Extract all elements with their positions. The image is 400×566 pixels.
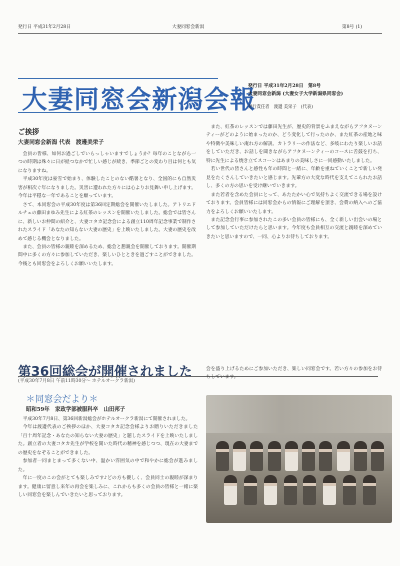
person-figure <box>285 441 298 471</box>
section-paragraph: 今年は渡邊代表のご挨拶のほか、大妻コタカ記念会様よりお贈りいただきました「百十周年記念・あなたの知らない大妻の歴史」と題したスライドを上映いたしました。創立者の大妻コタカ先生が学校を開いた時代の精神を感じつつ、現在の大妻までの歴史をなぞることができました。 <box>18 425 198 456</box>
publisher-block <box>248 83 388 112</box>
person-figure <box>268 441 281 471</box>
section-paragraph: 平成30年7月8日、第36回新潟総会がホテルオークラ新潟にて開催されました。 <box>22 417 191 422</box>
header-divider <box>18 33 382 34</box>
issue-number: 第8号 (1) <box>342 25 363 30</box>
section-paragraph: 年に一度のこの会がとても楽しみです♪どの方も優しく、会員同士の親睦が深まります。健康に留意し来年の再会を楽しみに、これからも多くの会員の皆様と一緒に楽しい同窓会を楽しんでいきたいと思っております。 <box>18 476 198 499</box>
member-byline: 昭和59年 家政学部被服科卒 山田邦子 <box>26 407 126 413</box>
person-figure <box>319 441 332 471</box>
person-figure <box>302 441 315 471</box>
right-paragraph: また記念会行事に参加されたこの多い会員の皆様にも、全く新しい出会いの場として参加していただけたらと思います。今年度も会員相互の交流と親睦を深めていきたいと思いますので、一同、心よりお待ちしております。 <box>206 217 382 240</box>
person-figure <box>250 441 263 471</box>
greeting-paragraph: また、会員の皆様の親睦を深めるため、総会と懇親会を開催しております。開催期間中に多くの方々に参加していただき、楽しいひとときを過ごすことができました。今後とも同窓会をよろしくお願いいたします。 <box>18 244 196 267</box>
greeting-body <box>18 151 196 353</box>
greeting-author: 大妻同窓会新潟 代表 渡邊美栄子 <box>18 140 104 146</box>
person-figure <box>303 475 316 505</box>
person-figure <box>233 441 246 471</box>
greeting-paragraph: 平成30年度は豪雪で始まり、体験したことのない酷暑となり、全国的にも自然災害が相次ぐ年になりました。災害に遭われた方々には心よりお見舞い申し上げます。今年は平穏な一年であることを願っています。 <box>18 177 196 200</box>
masthead-title: 大妻同窓会新潟会報 <box>22 85 257 114</box>
person-figure <box>371 441 384 471</box>
masthead-rule-bottom <box>18 112 218 113</box>
section-paragraph: 参加者一同まとまって多くない中、温かい雰囲気の中で和やかに総会が進みました。 <box>18 459 198 473</box>
right-column-body <box>206 124 382 354</box>
section-title: 第36回総会が開催されました <box>18 365 193 380</box>
person-figure <box>343 475 356 505</box>
paper-name: 大妻同窓会新潟 <box>172 25 205 30</box>
publisher-line-2: 大妻同窓会新潟 (大妻女子大学新潟県同窓会) <box>248 91 344 97</box>
issue-date: 発行日 平成31年2月28日 <box>18 25 71 30</box>
photo-caption: 会を盛り上げるためにご参加いただき、楽しい同窓会です。若い方々の参加をお待ちしています。 <box>206 367 382 381</box>
publisher-line-1: 発行日 平成31年2月28日 第8号 <box>248 84 321 89</box>
publisher-line-3: 発行責任者 渡邊 美栄子 (代表) <box>248 105 313 110</box>
group-photo <box>206 395 392 523</box>
right-paragraph: また、紅茶のレッスンでは藤田先生が、歴史的背景をふまえながらアフタヌーンティーがどのように始まったのか、どう変化して行ったのか、また紅茶の産地と味や特徴や美味しい淹れ方の解説、カトラリーの作法など、多岐にわたり楽しいお話をしていただき、お話しを聞きながらアフタヌーンティーのコースに舌鼓を打ち、特に先生による焼き立てスコーンはあまりの美味しさに一同感動いたしました。 <box>206 125 382 164</box>
person-figure <box>264 475 277 505</box>
person-figure <box>337 441 350 471</box>
masthead-rule-top <box>18 78 218 79</box>
person-figure <box>244 475 257 505</box>
right-paragraph: また若者を含めた会員にとって、あたたかい心で気持ちよく交流できる場を設けております。会員皆様には同窓会からの情報にご理解を頂き、会費の納入へのご協力をよろしくお願いいたします。 <box>206 192 382 215</box>
person-figure <box>216 441 229 471</box>
greeting-paragraph: さて、本同窓会の平成30年度は第36回定期総会を開催いたしました。アトリエドルチェの藤田まゆみ先生による紅茶のレッスンを開催いたしました。総会では皆さんに、新しいお仲間の紹介と、大妻コタカ記念会による創立110周年記念事業で制作されたスライド「あなたの知らない大妻の歴史」を上映いたしました。大妻の歴史を改めて感じる機会となりました。 <box>18 202 196 242</box>
photo-front-row <box>224 475 376 505</box>
person-figure <box>354 441 367 471</box>
person-figure <box>363 475 376 505</box>
section-body <box>18 416 198 556</box>
photo-backdrop <box>206 395 392 433</box>
greeting-heading: ご挨拶 <box>18 127 39 136</box>
greeting-paragraph: 会員の皆様、如何お過ごしでいらっしゃいますでしょうか？毎年のことながら一つの時期は殊々に日が経つなかで忙しい感じが続き、季節ごとの変わり目は何とも気になりますね。 <box>18 152 196 174</box>
section-subtitle: (平成30年7月8日 午前11時30分〜 ホテルオークラ新潟) <box>18 379 135 384</box>
person-figure <box>284 475 297 505</box>
person-figure <box>323 475 336 505</box>
right-paragraph: 若い世代の皆さんと感性も年の時間と一緒に、年齢を重ねていくことで新しい発見をたくさんしていきたいと感じます。先輩方の大変な時代を支えてこられたお話し、多くの方の思いを受け継いでいきます。 <box>206 167 382 190</box>
photo-back-row <box>216 441 384 471</box>
alumni-news-heading: ＊同窓会だより＊ <box>26 395 99 405</box>
person-figure <box>224 475 237 505</box>
